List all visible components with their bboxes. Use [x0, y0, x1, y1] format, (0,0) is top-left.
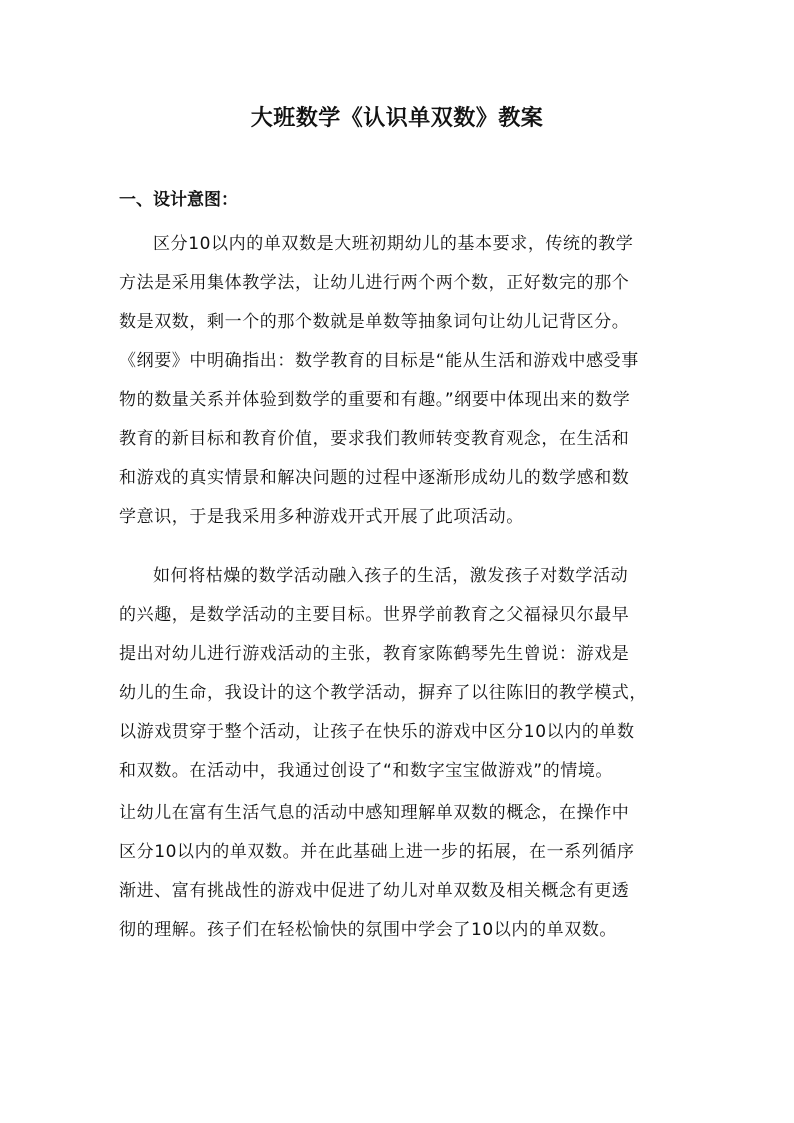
paragraph-line: 让幼儿在富有生活气息的活动中感知理解单双数的概念，在操作中	[119, 803, 630, 823]
paragraph-line: 教育的新目标和教育价值，要求我们教师转变教育观念，在生活和	[119, 429, 630, 449]
paragraph-line: 区分10以内的单双数是大班初期幼儿的基本要求，传统的教学	[153, 234, 634, 254]
paragraph-line: 以游戏贯穿于整个活动，让孩子在快乐的游戏中区分10以内的单数	[119, 722, 635, 742]
paragraph-line: 区分10以内的单双数。并在此基础上进一步的拓展，在一系列循序	[119, 842, 635, 862]
paragraph-line: 和游戏的真实情景和解决问题的过程中逐渐形成幼儿的数学感和数	[119, 468, 630, 488]
paragraph-line: 如何将枯燥的数学活动融入孩子的生活，激发孩子对数学活动	[153, 566, 629, 586]
paragraph-line: 彻的理解。孩子们在轻松愉快的氛围中学会了10以内的单双数。	[119, 920, 618, 940]
paragraph-line: 的兴趣，是数学活动的主要目标。世界学前教育之父福禄贝尔最早	[119, 605, 630, 625]
paragraph-line: 和双数。在活动中，我通过创设了“和数字宝宝做游戏”的情境。	[119, 761, 614, 781]
paragraph-line: 物的数量关系并体验到数学的重要和有趣。”纲要中体现出来的数学	[119, 390, 631, 410]
paragraph-line: 方法是采用集体教学法，让幼儿进行两个两个数，正好数完的那个	[119, 273, 630, 293]
paragraph-line: 学意识，于是我采用多种游戏开式开展了此项活动。	[119, 507, 524, 527]
section-heading-design-intent: 一、设计意图：	[119, 190, 238, 210]
paragraph-line: 数是双数，剩一个的那个数就是单数等抽象词句让幼儿记背区分。	[119, 312, 630, 332]
paragraph-line: 渐进、富有挑战性的游戏中促进了幼儿对单双数及相关概念有更透	[119, 881, 630, 901]
paragraph-line: 幼儿的生命，我设计的这个教学活动，摒弃了以往陈旧的教学模式，	[119, 683, 647, 703]
document-title: 大班数学《认识单双数》教案	[250, 106, 544, 131]
paragraph-line: 《纲要》中明确指出：数学教育的目标是“能从生活和游戏中感受事	[119, 351, 639, 371]
paragraph-line: 提出对幼儿进行游戏活动的主张，教育家陈鹤琴先生曾说：游戏是	[119, 644, 630, 664]
